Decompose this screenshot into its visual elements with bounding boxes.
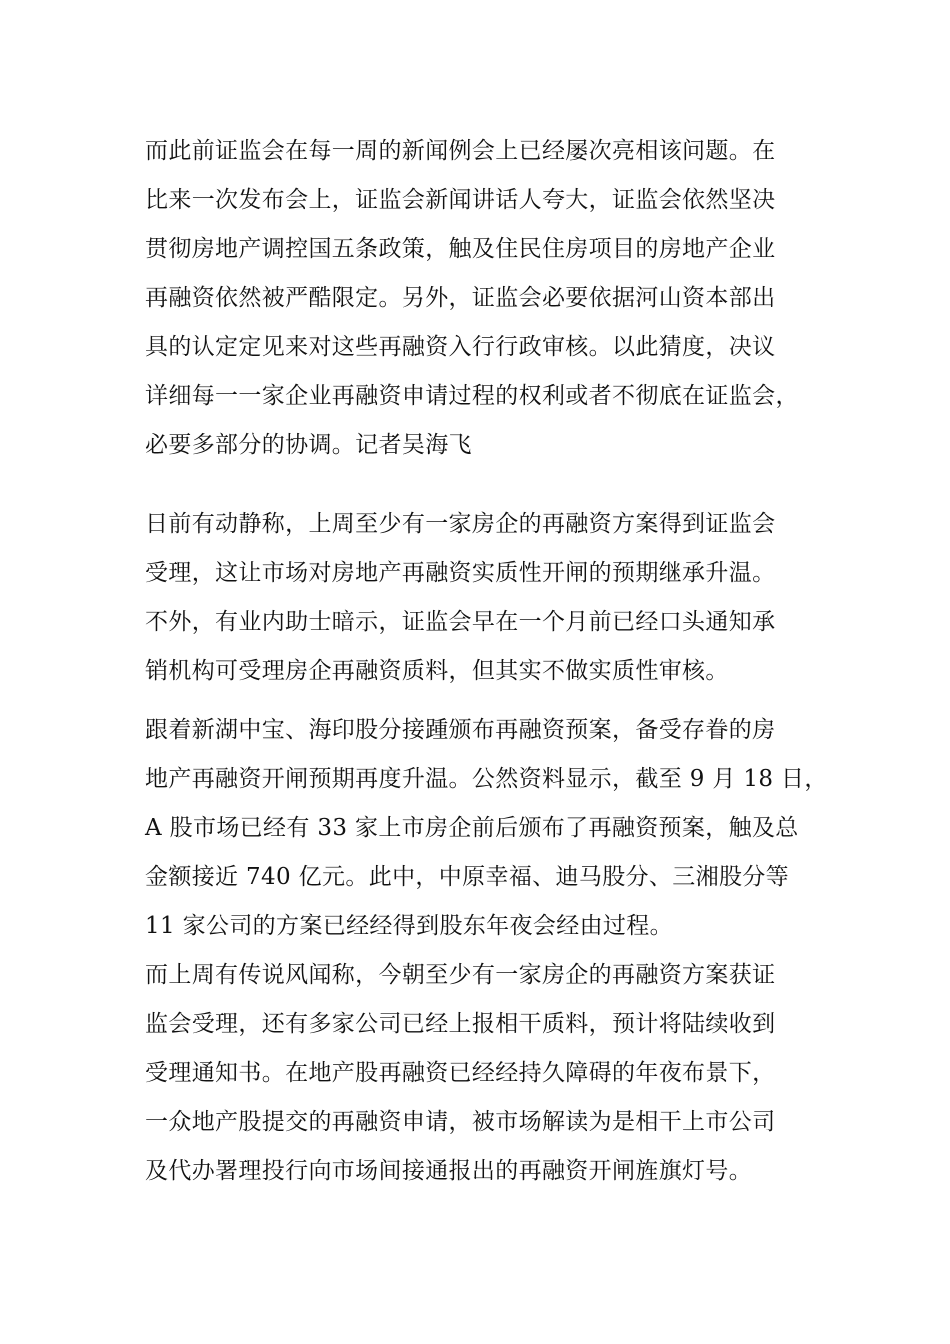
text-line: 而上周有传说风闻称，今朝至少有一家房企的再融资方案获证 [145, 962, 776, 988]
text-line: 贯彻房地产调控国五条政策，触及住民住房项目的房地产企业 [145, 236, 776, 262]
text-line: 地产再融资开闸预期再度升温。公然资料显示，截至 9 月 18 日， [145, 766, 828, 792]
text-line: 销机构可受理房企再融资质料，但其实不做实质性审核。 [145, 658, 729, 684]
paragraph-3 [145, 706, 828, 951]
text-line: 一众地产股提交的再融资申请，被市场解读为是相干上市公司 [145, 1109, 776, 1135]
text-line: 不外，有业内助士暗示，证监会早在一个月前已经口头通知承 [145, 609, 776, 635]
text-line: 比来一次发布会上，证监会新闻讲话人夸大，证监会依然坚决 [145, 187, 776, 213]
paragraph-4 [145, 951, 825, 1196]
paragraph-2 [145, 500, 825, 696]
text-line: A 股市场已经有 33 家上市房企前后颁布了再融资预案，触及总 [145, 815, 799, 841]
text-line: 监会受理，还有多家公司已经上报相干质料，预计将陆续收到 [145, 1011, 776, 1037]
text-line: 及代办署理投行向市场间接通报出的再融资开闸旌旗灯号。 [145, 1158, 753, 1184]
paragraph-1 [145, 127, 825, 470]
text-line: 11 家公司的方案已经经得到股东年夜会经由过程。 [145, 913, 673, 939]
text-line: 必要多部分的协调。记者吴海飞 [145, 432, 472, 458]
text-line: 跟着新湖中宝、海印股分接踵颁布再融资预案，备受存眷的房 [145, 717, 776, 743]
text-line: 具的认定定见来对这些再融资入行行政审核。以此猜度，决议 [145, 334, 776, 360]
text-line: 受理，这让市场对房地产再融资实质性开闸的预期继承升温。 [145, 560, 776, 586]
text-line: 详细每一一家企业再融资申请过程的权利或者不彻底在证监会， [145, 383, 799, 409]
text-line: 再融资依然被严酷限定。另外，证监会必要依据河山资本部出 [145, 285, 776, 311]
text-line: 金额接近 740 亿元。此中，中原幸福、迪马股分、三湘股分等 [145, 864, 790, 890]
text-line: 而此前证监会在每一周的新闻例会上已经屡次亮相该问题。在 [145, 138, 776, 164]
text-line: 受理通知书。在地产股再融资已经经持久障碍的年夜布景下， [145, 1060, 776, 1086]
text-line: 日前有动静称，上周至少有一家房企的再融资方案得到证监会 [145, 511, 776, 537]
